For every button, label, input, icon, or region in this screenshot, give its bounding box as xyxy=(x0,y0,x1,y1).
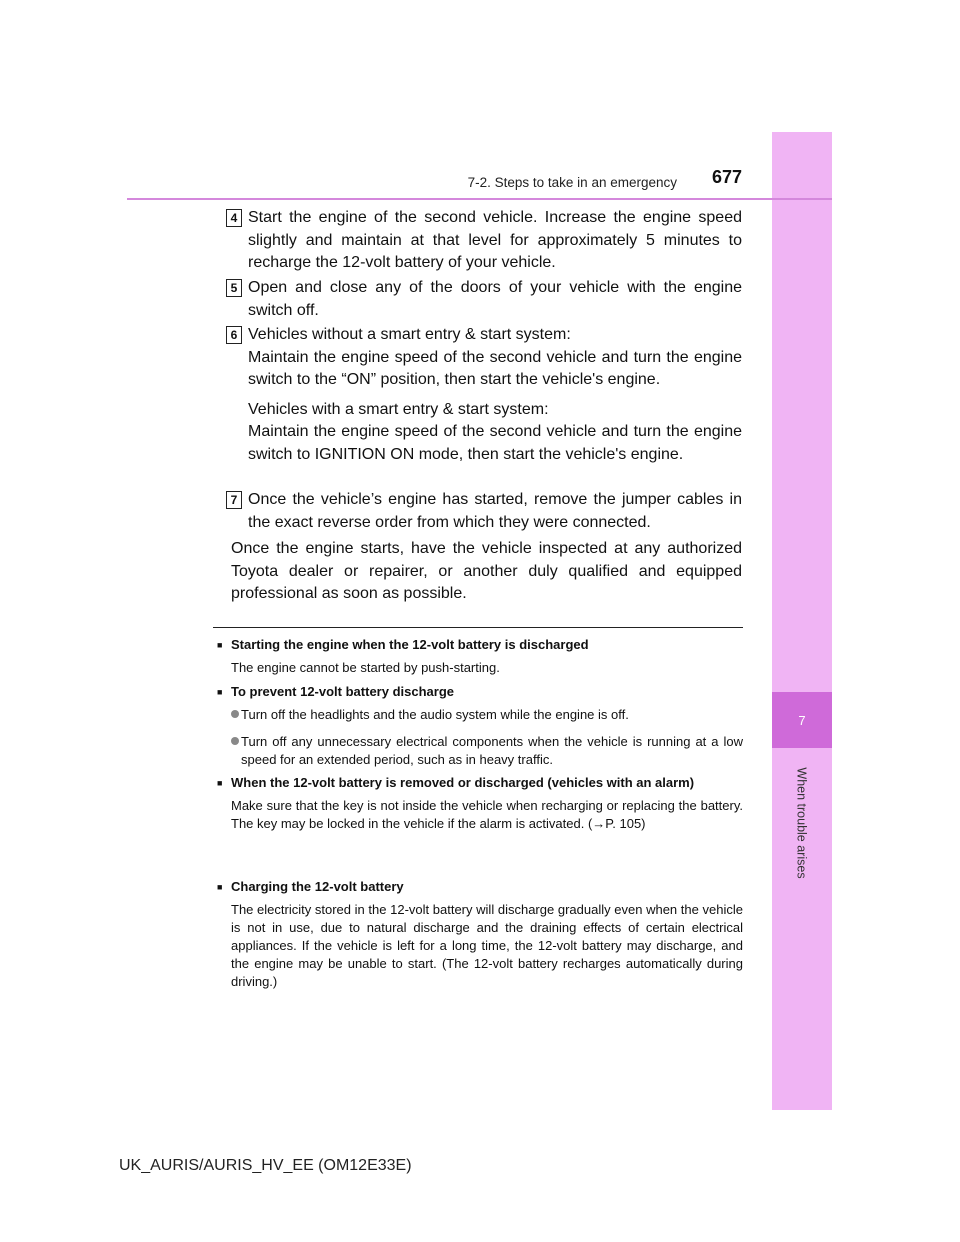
bullet-item: Turn off the headlights and the audio system while the engine is off. xyxy=(213,706,743,724)
info-block-4 xyxy=(213,878,743,991)
info-heading: Starting the engine when the 12-volt battery is discharged xyxy=(231,637,589,652)
info-heading: To prevent 12-volt battery discharge xyxy=(231,684,454,699)
info-body: The engine cannot be started by push-starting. xyxy=(231,660,500,675)
step-7 xyxy=(226,489,742,534)
section-title: 7-2. Steps to take in an emergency xyxy=(467,175,677,190)
step-number-badge: 4 xyxy=(226,209,242,227)
header-rule xyxy=(127,198,832,200)
bullet-dot-icon xyxy=(231,710,239,718)
info-block-2 xyxy=(213,683,743,769)
section-marker-icon: ■ xyxy=(217,778,223,788)
chapter-title-vertical xyxy=(772,758,832,888)
step-number-badge: 7 xyxy=(226,491,242,509)
info-block-3 xyxy=(213,774,743,833)
bullet-item: Turn off any unnecessary electrical components when the vehicle is running at a low speed for an extended period, such as in heavy traffic. xyxy=(213,733,743,769)
info-body: The electricity stored in the 12-volt battery will discharge gradually even when the vehicle is not in use, due to natural discharge and the draining effects of certain electrical appliances. If the vehicle is left for a long time, the 12-volt battery may discharge, and the engine may be unable to start. (The 12-volt battery recharges automatically during driving.) xyxy=(231,902,743,989)
step-6 xyxy=(226,324,742,466)
chapter-number-tab: 7 xyxy=(772,692,832,748)
info-heading: Charging the 12-volt battery xyxy=(231,879,404,894)
section-marker-icon: ■ xyxy=(217,687,223,697)
document-footer: UK_AURIS/AURIS_HV_EE (OM12E33E) xyxy=(119,1157,412,1174)
step-text: Maintain the engine speed of the second vehicle and turn the engine switch to IGNITION ON mode, then start the vehicle's engine. xyxy=(248,423,742,463)
page-number: 677 xyxy=(712,167,743,187)
step-subheading: Vehicles with a smart entry & start system: xyxy=(248,400,549,418)
info-divider xyxy=(213,627,743,628)
step-4 xyxy=(226,207,742,275)
section-marker-icon: ■ xyxy=(217,640,223,650)
bullet-dot-icon xyxy=(231,737,239,745)
step-number-badge: 6 xyxy=(226,326,242,344)
info-block-1 xyxy=(213,636,743,677)
chapter-side-tab xyxy=(772,132,832,1110)
post-step-note: Once the engine starts, have the vehicle inspected at any authorized Toyota dealer or repairer, or another duly qualified and equipped professional as soon as possible. xyxy=(231,540,742,602)
info-heading: When the 12-volt battery is removed or discharged (vehicles with an alarm) xyxy=(231,775,695,790)
section-marker-icon: ■ xyxy=(217,882,223,892)
step-text: Maintain the engine speed of the second vehicle and turn the engine switch to the “ON” position, then start the vehicle's engine. xyxy=(248,348,742,388)
chapter-title: When trouble arises xyxy=(795,767,810,879)
step-text: Open and close any of the doors of your vehicle with the engine switch off. xyxy=(248,279,742,319)
info-body: Make sure that the key is not inside the vehicle when recharging or replacing the battery. The key may be locked in the vehicle if the alarm is activated. (→P. 105) xyxy=(231,798,743,831)
step-number-badge: 5 xyxy=(226,279,242,297)
step-text: Once the vehicle’s engine has started, remove the jumper cables in the exact reverse order from which they were connected. xyxy=(248,491,742,531)
step-subheading: Vehicles without a smart entry & start system: xyxy=(248,326,571,343)
step-5 xyxy=(226,277,742,322)
step-text: Start the engine of the second vehicle. Increase the engine speed slightly and maintain at that level for approximately 5 minutes to recharge the 12-volt battery of your vehicle. xyxy=(248,209,742,271)
